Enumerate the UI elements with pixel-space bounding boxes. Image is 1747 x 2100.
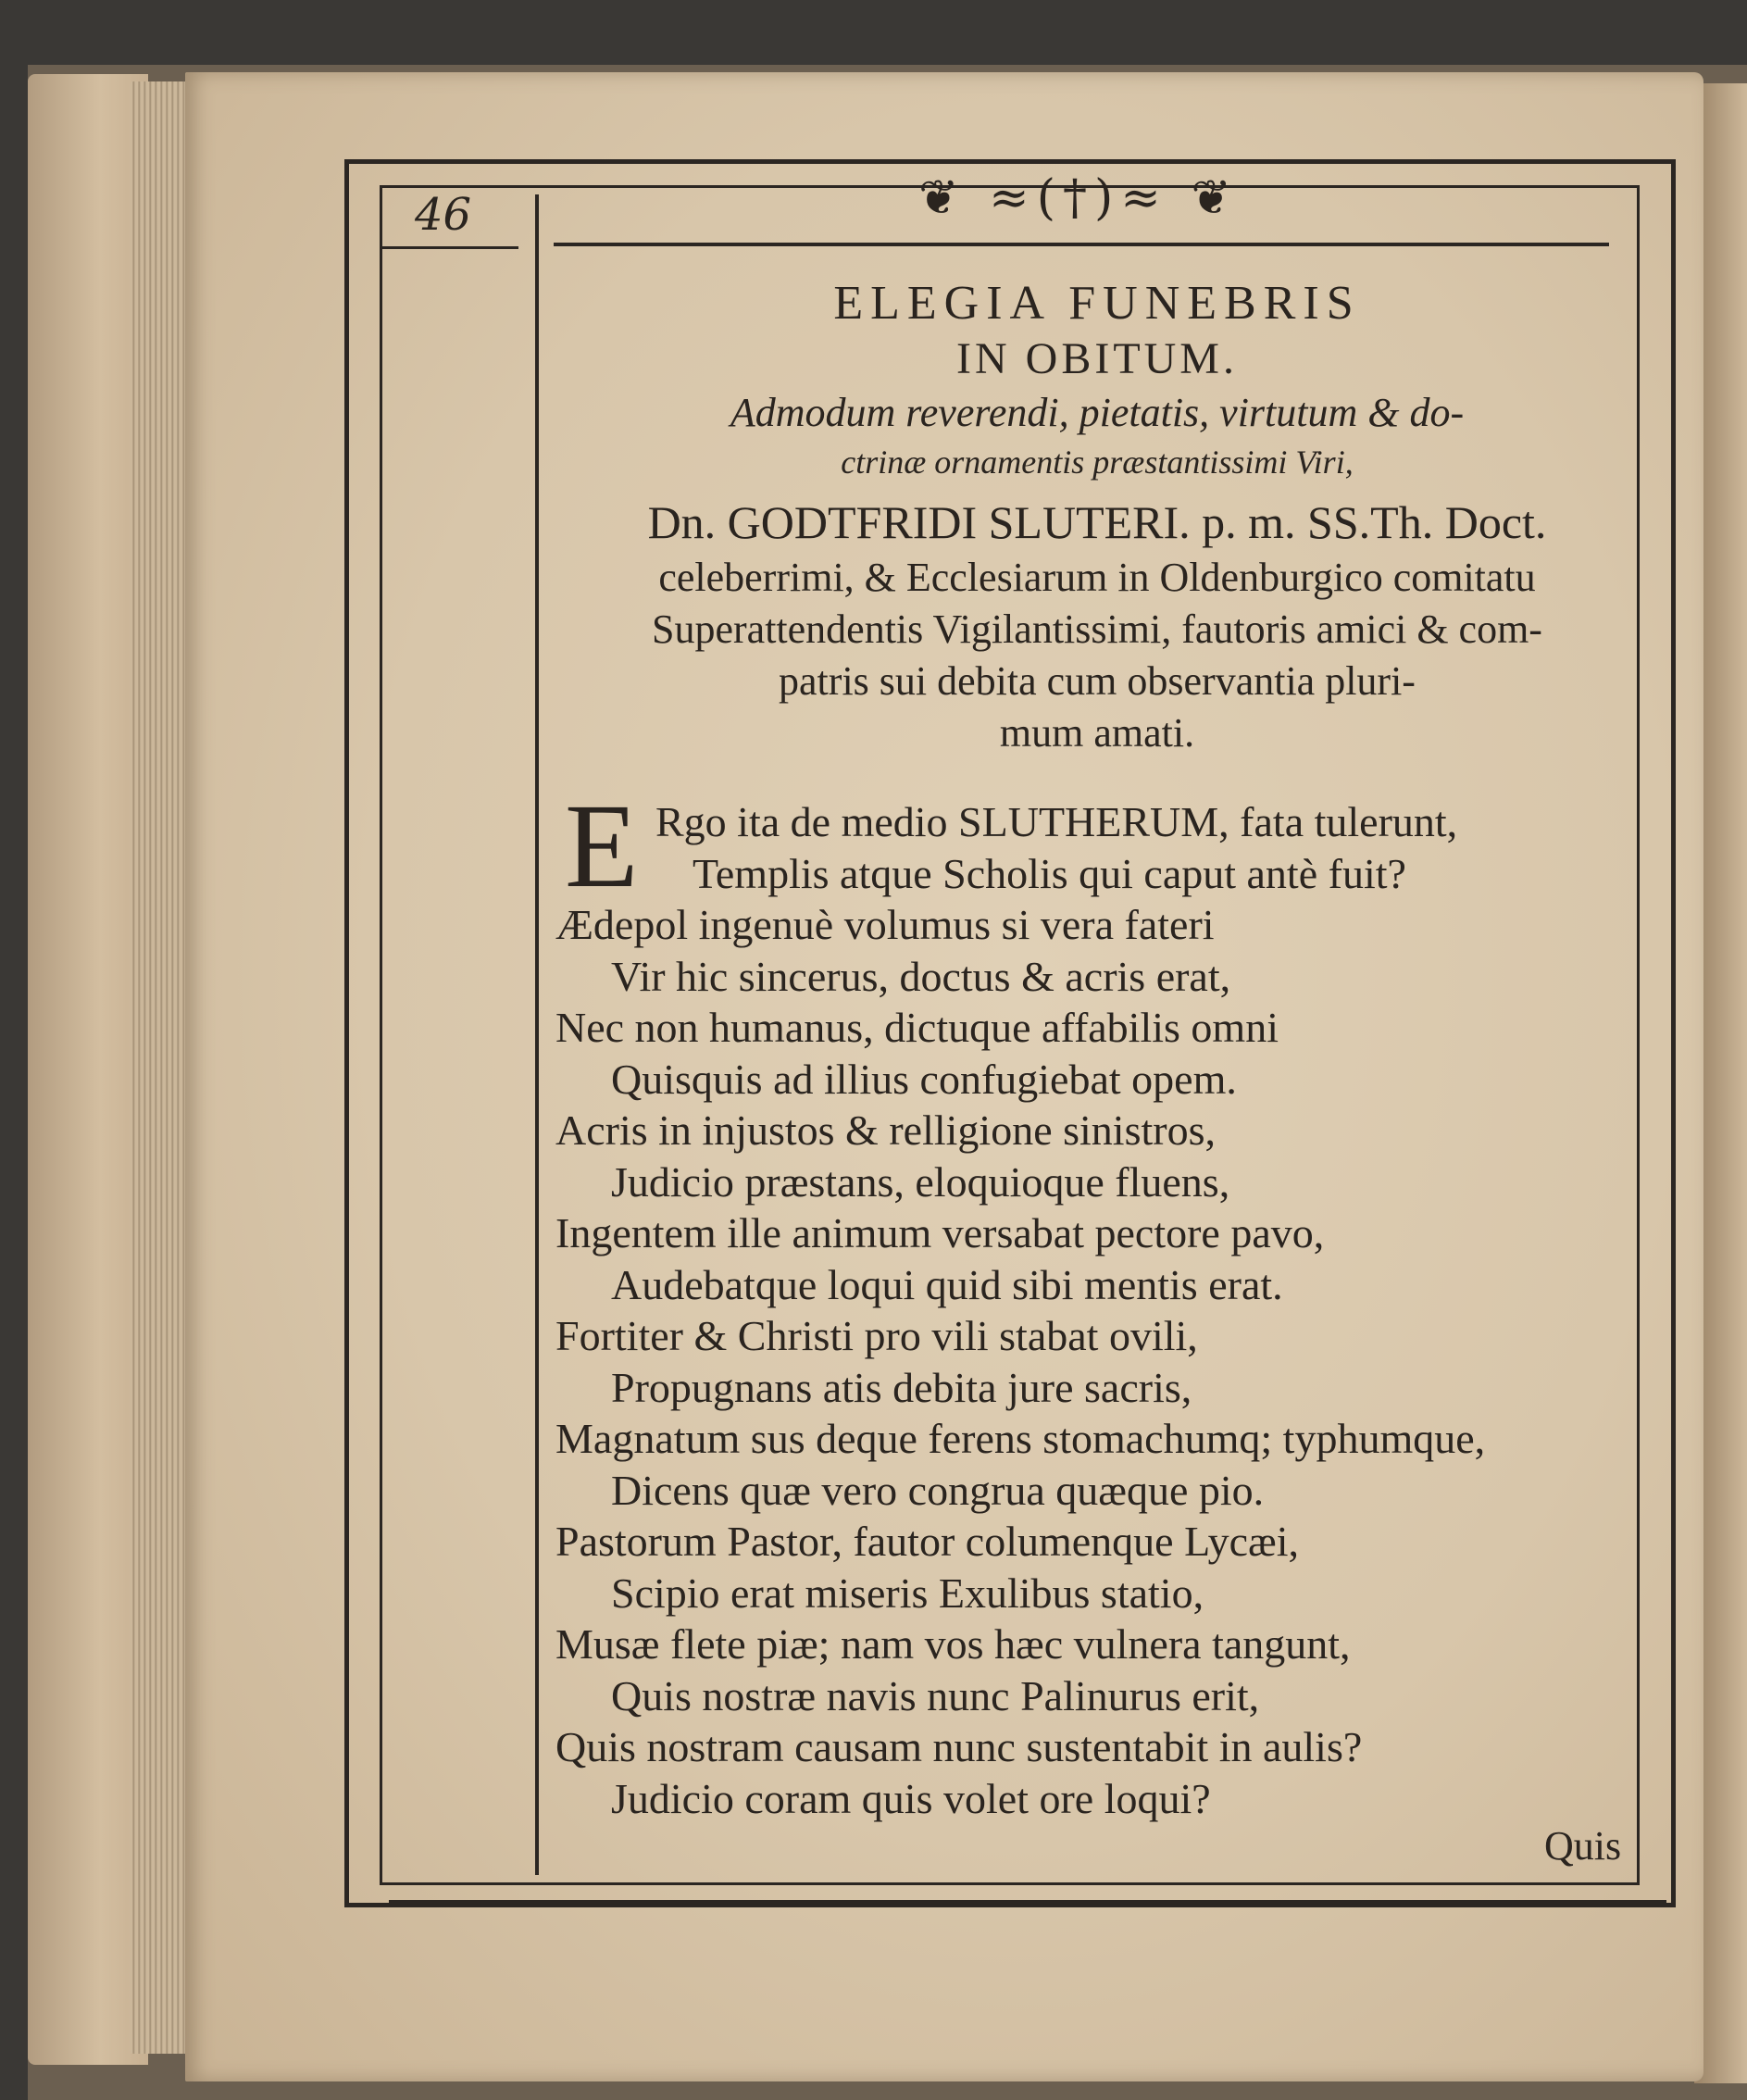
verse-line: Musæ flete piæ; nam vos hæc vulnera tangunt, xyxy=(555,1620,1351,1668)
verse-line: Ingentem ille animum versabat pectore pavo, xyxy=(555,1209,1325,1256)
verse-line: Propugnans atis debita jure sacris, xyxy=(611,1363,1192,1411)
elegy-title: ELEGIA FUNEBRIS xyxy=(833,277,1361,330)
dedication-body-line: Superattendentis Vigilantissimi, fautoris amici & com- xyxy=(652,606,1542,652)
page-number: 46 xyxy=(415,189,472,241)
margin-rule xyxy=(380,246,518,249)
verse-line: Audebatque loqui quid sibi mentis erat. xyxy=(611,1260,1283,1308)
verse-line: Judicio coram quis volet ore loqui? xyxy=(611,1774,1211,1822)
elegy-subtitle: IN OBITUM. xyxy=(956,334,1238,383)
verse-line: Rgo ita de medio SLUTHERUM, fata tulerunt, xyxy=(655,798,1458,845)
drop-cap: E xyxy=(565,780,639,913)
verse-line: Nec non humanus, dictuque affabilis omni xyxy=(555,1004,1279,1051)
verse-line: Quis nostræ navis nunc Palinurus erit, xyxy=(611,1671,1260,1719)
catchword: Quis xyxy=(1544,1823,1622,1869)
verse-line: Scipio erat miseris Exulibus statio, xyxy=(611,1569,1204,1617)
poem xyxy=(555,780,1639,1824)
page-content xyxy=(555,269,1639,1824)
verse-line: Vir hic sincerus, doctus & acris erat, xyxy=(611,952,1231,1000)
verse-line: Quisquis ad illius confugiebat opem. xyxy=(611,1055,1237,1103)
dedication-body-line: patris sui debita cum observantia pluri- xyxy=(779,658,1416,704)
verse-line: Quis nostram causam nunc sustentabit in aulis? xyxy=(555,1723,1363,1770)
verse-line: Acris in injustos & relligione sinistros, xyxy=(555,1106,1216,1154)
verse-line: Templis atque Scholis qui caput antè fuit? xyxy=(693,849,1406,897)
verse-line: Fortiter & Christi pro vili stabat ovili, xyxy=(555,1312,1198,1359)
verse-line: Magnatum sus deque ferens stomachumq; typhumque, xyxy=(555,1415,1486,1462)
dedication-body-line: celeberrimi, & Ecclesiarum in Oldenburgico comitatu xyxy=(658,555,1536,600)
verse-line: Judicio præstans, eloquioque fluens, xyxy=(611,1157,1230,1206)
dedication-line: Admodum reverendi, pietatis, virtutum & do- xyxy=(730,390,1465,435)
honoree-name: Dn. GODTFRIDI SLUTERI. p. m. SS.Th. Doct. xyxy=(647,496,1547,548)
dedication-body-line: mum amati. xyxy=(999,710,1195,756)
bottom-rule xyxy=(389,1900,1666,1904)
dedication-line: ctrinæ ornamentis præstantissimi Viri, xyxy=(841,444,1354,481)
header-rule xyxy=(554,243,1609,246)
verse-line: Dicens quæ vero congrua quæque pio. xyxy=(611,1466,1265,1514)
verse-line: Ædepol ingenuè volumus si vera fateri xyxy=(555,901,1215,948)
column-divider xyxy=(535,194,539,1875)
header-ornament: ❦ ≈(†)≈ ❦ xyxy=(918,170,1239,226)
verse-line: Pastorum Pastor, fautor columenque Lycæi, xyxy=(555,1518,1300,1565)
